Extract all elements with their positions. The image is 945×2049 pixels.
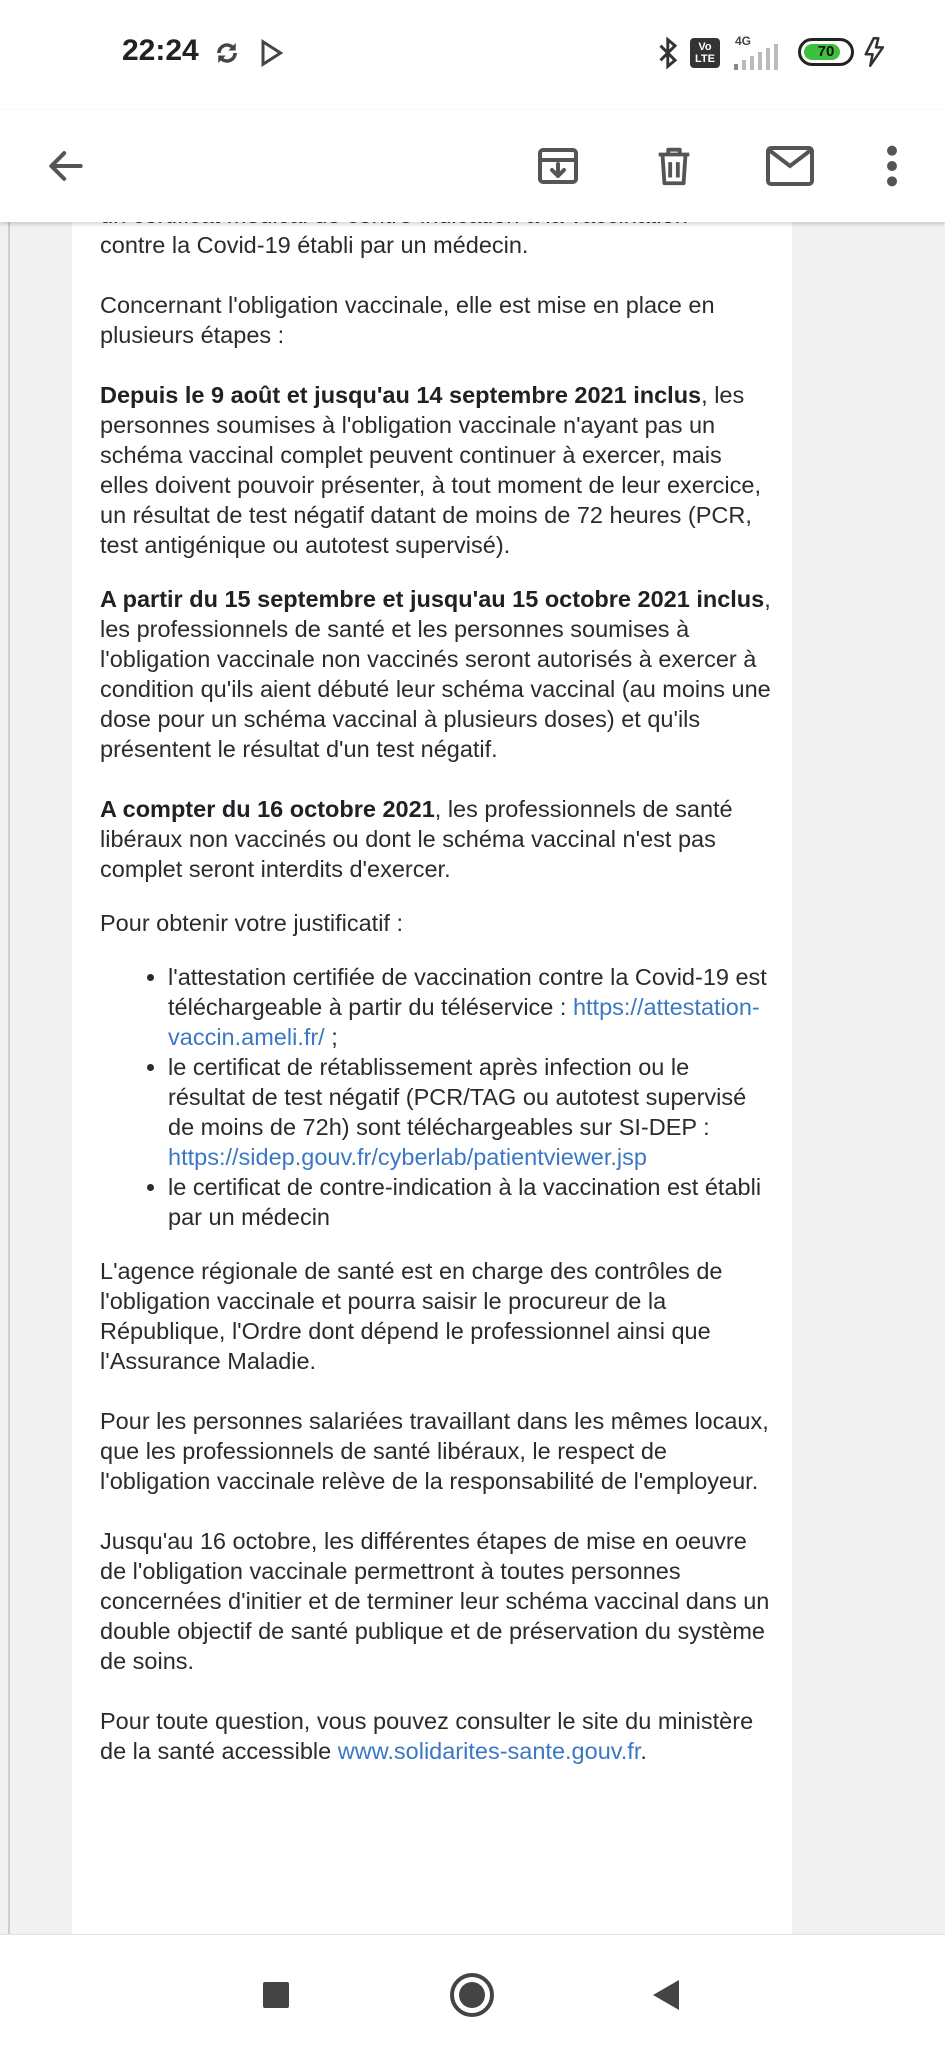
sidep-link[interactable]: https://sidep.gouv.fr/cyberlab/patientviewer.jsp <box>168 1144 647 1170</box>
mark-unread-button[interactable] <box>754 130 826 202</box>
solidarites-sante-link[interactable]: www.solidarites-sante.gouv.fr <box>337 1738 641 1764</box>
system-navbar <box>0 1934 945 2049</box>
delete-button[interactable] <box>638 130 710 202</box>
battery-icon <box>798 38 854 66</box>
email-paragraph: A compter du 16 octobre 2021, les professionnels de santé libéraux non vaccinés ou dont le schéma vaccinal n'est pas complet seront interdits d'exercer. <box>100 796 733 882</box>
home-button[interactable] <box>442 1965 502 2025</box>
status-bar <box>0 0 945 110</box>
archive-icon <box>534 142 582 190</box>
email-body <box>100 200 772 1766</box>
email-paragraph: Jusqu'au 16 octobre, les différentes étapes de mise en oeuvre de l'obligation vaccinale permettront à toutes personnes concernées d'initier et de terminer leur schéma vaccinal dans un double objectif de santé publique et de préservation du système de soins. <box>100 1528 770 1674</box>
recents-square-icon <box>261 1980 291 2010</box>
bluetooth-icon <box>656 36 682 70</box>
email-paragraph: A partir du 15 septembre et jusqu'au 15 octobre 2021 inclus, les professionnels de santé et les personnes soumises à l'obligation vaccinale non vaccinés seront autorisés à exercer à condition qu'ils aient débuté leur schéma vaccinal (au moins une dose pour un schéma vaccinal à plusieurs doses) et qu'ils présentent le résultat d'un test négatif. <box>100 586 771 762</box>
list-item: • le certificat de rétablissement après infection ou le résultat de test négatif (PCR/TAG ou autotest supervisé de moins de 72h) sont téléchargeables sur SI-DEP : https://sidep.gouv.fr/cyberlab/patientviewer.jsp <box>168 1052 772 1172</box>
charging-icon <box>862 36 890 68</box>
email-toolbar <box>0 110 945 222</box>
back-triangle-icon <box>649 1977 683 2013</box>
play-store-icon <box>258 38 288 68</box>
delete-icon <box>651 143 697 189</box>
back-nav-button[interactable] <box>636 1965 696 2025</box>
more-vert-icon <box>882 143 902 189</box>
email-paragraph: Concernant l'obligation vaccinale, elle est mise en place en plusieurs étapes : <box>100 292 715 348</box>
email-paragraph: Pour toute question, vous pouvez consulter le site du ministère de la santé accessible www.solidarites-sante.gouv.fr. <box>100 1708 754 1764</box>
status-time: 22:24 <box>122 34 199 67</box>
mail-icon <box>764 143 816 189</box>
justificatif-list <box>100 962 772 1232</box>
list-item: • l'attestation certifiée de vaccination contre la Covid-19 est téléchargeable à partir du téléservice : https://attestation-vaccin.ameli.fr/ ; <box>168 962 772 1052</box>
email-paragraph: L'agence régionale de santé est en charge des contrôles de l'obligation vaccinale et pourra saisir le procureur de la République, l'Ordre dont dépend le professionnel ainsi que l'Assurance Maladie. <box>100 1258 723 1374</box>
ameli-link[interactable]: https://attestation-vaccin.ameli.fr/ <box>168 994 760 1050</box>
email-paragraph: Pour les personnes salariées travaillant dans les mêmes locaux, que les professionnels de santé libéraux, le respect de l'obligation vaccinale relève de la responsabilité de l'employeur. <box>100 1408 769 1494</box>
more-options-button[interactable] <box>856 130 928 202</box>
divider <box>8 222 10 1934</box>
email-paragraph: contre la Covid-19 établi par un médecin. <box>100 232 529 258</box>
sync-icon <box>212 38 242 68</box>
list-item: • le certificat de contre-indication à la vaccination est établi par un médecin <box>168 1172 772 1232</box>
back-arrow-icon <box>44 144 88 188</box>
back-button[interactable] <box>30 130 102 202</box>
battery-level: 70 <box>817 43 835 60</box>
volte-icon: Vo LTE <box>690 38 720 68</box>
email-paragraph: Depuis le 9 août et jusqu'au 14 septembre 2021 inclus, les personnes soumises à l'obligation vaccinale n'ayant pas un schéma vaccinal complet peuvent continuer à exercer, mais elles doivent pouvoir présenter, à tout moment de leur exercice, un résultat de test négatif datant de moins de 72 heures (PCR, test antigénique ou autotest supervisé). <box>100 382 761 558</box>
network-type: 4G <box>735 34 752 48</box>
email-content-scroll[interactable] <box>0 222 945 1934</box>
archive-button[interactable] <box>522 130 594 202</box>
recents-button[interactable] <box>246 1965 306 2025</box>
home-circle-icon <box>448 1971 496 2019</box>
signal-icon <box>732 44 786 70</box>
email-paragraph: Pour obtenir votre justificatif : <box>100 910 404 936</box>
